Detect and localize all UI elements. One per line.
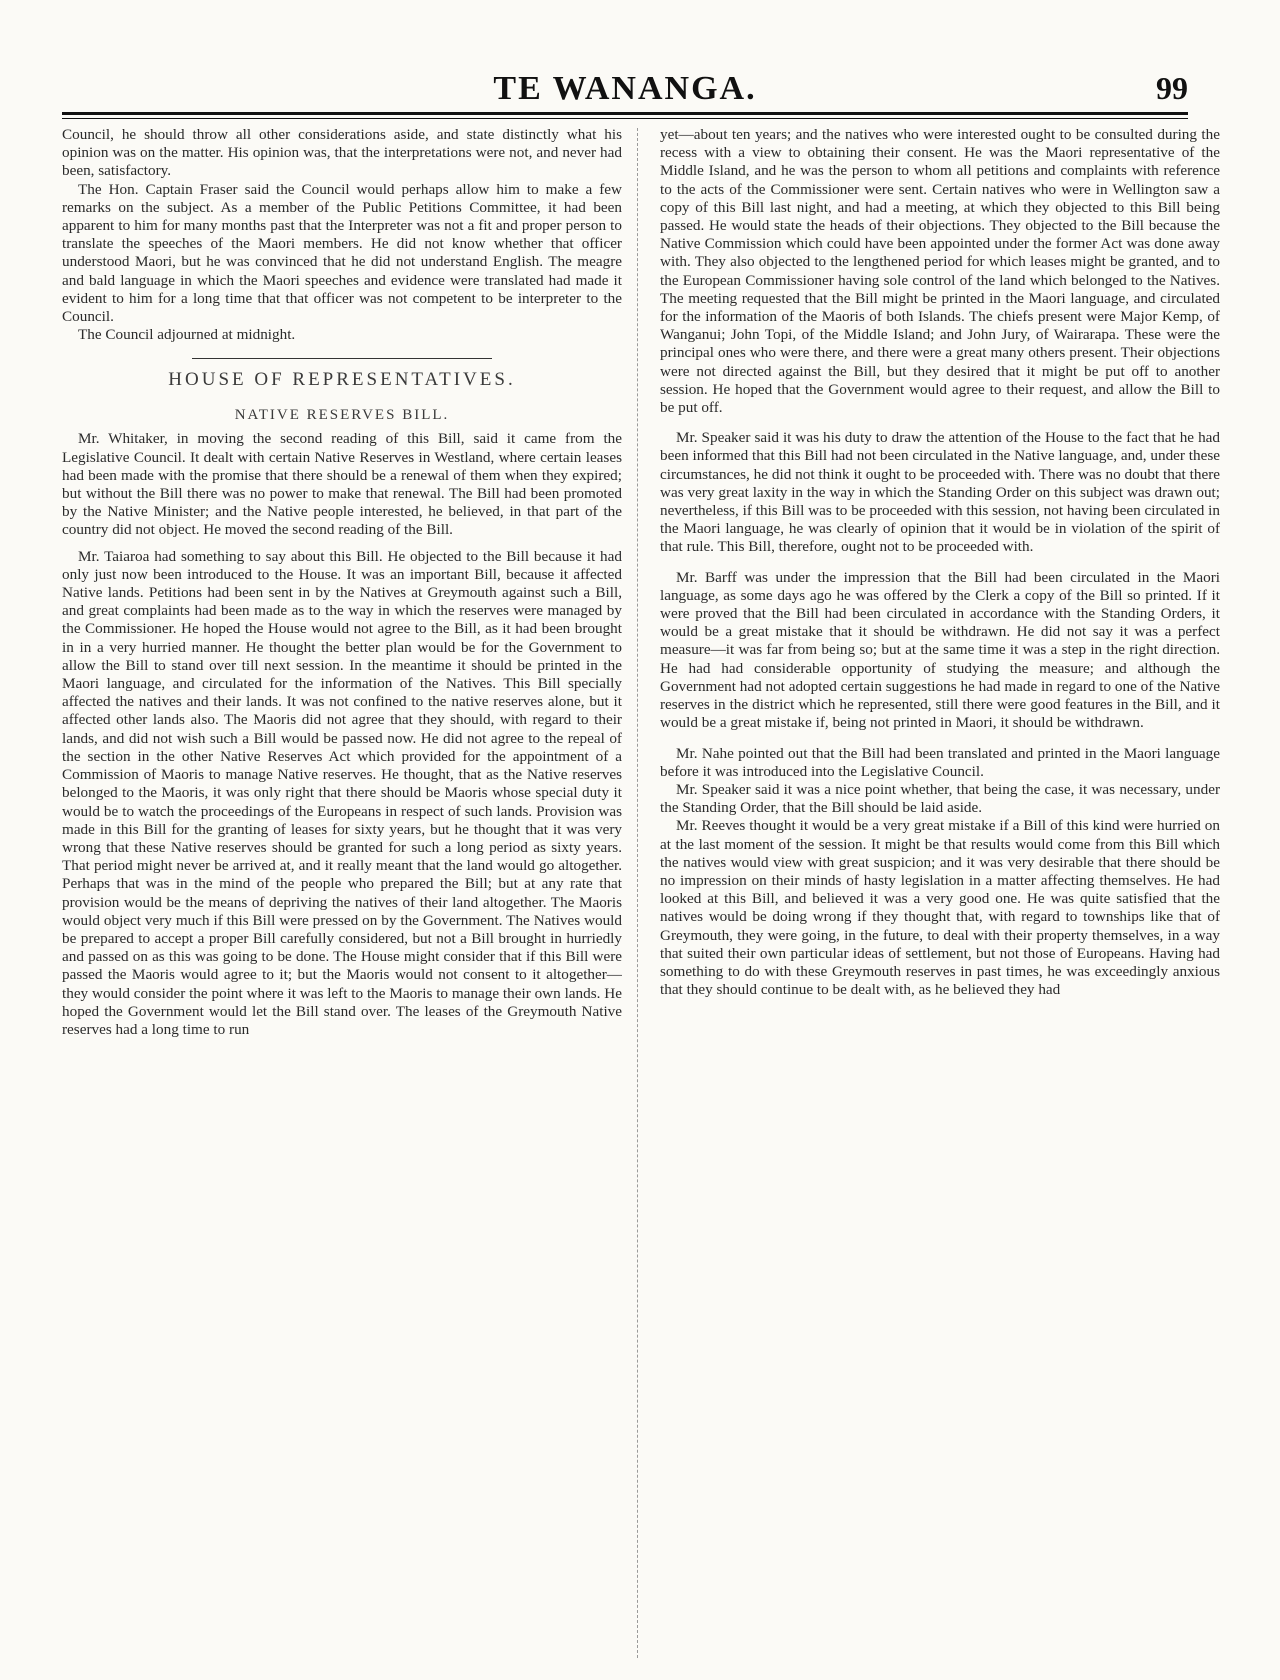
left-paragraph-3: The Council adjourned at midnight. bbox=[78, 326, 296, 344]
section-heading: HOUSE OF REPRESENTATIVES. bbox=[168, 369, 516, 391]
sub-heading: NATIVE RESERVES BILL. bbox=[234, 407, 450, 424]
masthead bbox=[62, 70, 1188, 110]
masthead-rule-thin bbox=[62, 118, 1188, 119]
right-paragraph-5: Mr. Speaker said it was a nice point whether, that being the case, it was necessary, under the Standing Order, that the Bill should be laid aside. bbox=[660, 780, 1220, 817]
right-paragraph-2: Mr. Speaker said it was his duty to draw the attention of the House to the fact that he had been informed that this Bill had not been circulated in the Native language, and, under these circumstances, he did not think it ought to be proceeded with. There was no doubt that there was very great laxity in the way in which the Standing Order on this subject was drawn out; nevertheless, if this Bill was to be proceeded with this session, not having been circulated in the Maori language, he was clearly of opinion that it would be in violation of the spirit of that rule. This Bill, therefore, ought not to be proceeded with. bbox=[660, 429, 1220, 556]
masthead-title: TE WANANGA. bbox=[493, 70, 757, 107]
paragraph-gap bbox=[660, 557, 1220, 569]
right-paragraph-1: yet—about ten years; and the natives who were interested ought to be consulted during the recess with a view to obtaining their consent. He was the Maori representative of the Middle Island, and he was the person to whom all petitions and complaints with reference to the acts of the Commissioner were sent. Certain natives who were in Wellington saw a copy of this Bill last night, and had a meeting, at which they objected to this Bill being passed. He would state the heads of their objections. They objected to the Bill because the Native Commission which could have been appointed under the former Act was done away with. They also objected to the lengthened period for which leases might be granted, and to the European Commissioner having sole control of the land which belonged to the Natives. The meeting requested that the Bill might be printed in the Maori language, and circulated for the information of the Maoris of both Islands. The chiefs present were Major Kemp, of Wanganui; John Topi, of the Middle Island; and John Jury, of Wairarapa. These were the principal ones who were there, and there were a great many others present. Their objections were not directed against the Bill, but they desired that it might be put off to another session. He hoped that the Government would agree to their request, and allow the Bill to be put off. bbox=[660, 126, 1220, 417]
paragraph-gap bbox=[62, 540, 622, 548]
column-divider bbox=[637, 128, 638, 1658]
left-paragraph-2: The Hon. Captain Fraser said the Council would perhaps allow him to make a few remarks on the subject. As a member of the Public Petitions Committee, it had been apparent to him for many months past that the Interpreter was not a fit and proper person to translate the speeches of the Maori members. He did not know whether that officer understood Maori, but he was convinced that he did not understand English. The meagre and bald language in which the Maori speeches and evidence were translated had made it evident to him for a long time that that officer was not competent to be interpreter to the Council. bbox=[62, 180, 622, 326]
right-paragraph-3: Mr. Barff was under the impression that the Bill had been circulated in the Maori language, as some days ago he was offered by the Clerk a copy of the Bill so printed. If it were proved that the Bill had been circulated in accordance with the Standing Orders, it would be a great mistake that it should be withdrawn. He did not say it was a perfect measure—it was far from being so; but at the same time it was a step in the right direction. He had had considerable opportunity of studying the measure; and although the Government had not adopted certain suggestions he had made in regard to one of the Native reserves in the district which he represented, still there were good features in the Bill, and it would be a great mistake if, being not printed in Maori, it should be withdrawn. bbox=[660, 568, 1220, 732]
section-divider bbox=[192, 358, 492, 359]
right-column bbox=[660, 126, 1220, 1666]
right-paragraph-4: Mr. Nahe pointed out that the Bill had been translated and printed in the Maori language before it was introduced into the Legislative Council. bbox=[660, 744, 1220, 780]
left-column bbox=[62, 126, 622, 1666]
left-paragraph-1: Council, he should throw all other considerations aside, and state distinctly what his opinion was on the matter. His opinion was, that the interpretations were not, and never had been, satisfactory. bbox=[62, 126, 622, 180]
left-paragraph-4: Mr. Whitaker, in moving the second reading of this Bill, said it came from the Legislative Council. It dealt with certain Native Reserves in Westland, where certain leases had been made with the promise that there should be a renewal of them when they expired; but without the Bill there was no power to make that renewal. The Bill had been promoted by the Native Minister; and the Native people interested, he believed, in that part of the country did not object. He moved the second reading of the Bill. bbox=[62, 430, 622, 539]
paragraph-gap bbox=[660, 417, 1220, 429]
right-paragraph-6: Mr. Reeves thought it would be a very great mistake if a Bill of this kind were hurried on at the last moment of the session. It might be that results would come from this Bill which the natives would view with great suspicion; and it was very desirable that there should be no impression on their minds of hasty legislation in a matter affecting themselves. He had looked at this Bill, and believed it was a very good one. He was quite satisfied that the natives would be doing wrong if they thought that, with regard to townships like that of Greymouth, they were going, in the future, to deal with their property themselves, in a way that suited their own particular ideas of settlement, but not those of Europeans. Having had something to do with these Greymouth reserves in past times, he was exceedingly anxious that they should continue to be dealt with, as he believed they had bbox=[660, 817, 1220, 999]
masthead-rule-thick bbox=[62, 112, 1188, 115]
left-paragraph-5: Mr. Taiaroa had something to say about this Bill. He objected to the Bill because it had only just now been introduced to the House. It was an important Bill, because it affected Native lands. Petitions had been sent in by the Natives at Greymouth against such a Bill, and great complaints had been made as to the way in which the reserves were managed by the Commissioner. He hoped the House would not agree to the Bill, as it had been brought in in a very hurried manner. He thought the better plan would be for the Government to allow the Bill to stand over till next session. In the meantime it should be printed in the Maori language, and circulated for the information of the Natives. This Bill specially affected the natives and their lands. It was not confined to the native reserves alone, but it affected other lands also. The Maoris did not agree that they should, with regard to their lands, and did not wish such a Bill would be passed now. He did not agree to the repeal of the section in the other Native Reserves Act which provided for the appointment of a Commission of Maoris to manage Native reserves. He thought, that as the Native reserves belonged to the Maoris, it was only right that there should be Maoris whose special duty it would be to watch the proceedings of the Europeans in respect of such lands. Provision was made in this Bill for the granting of leases for sixty years, but he thought that it was very wrong that these Native reserves should be granted for such a long period as sixty years. That period might never be arrived at, and it really meant that the land would go altogether. Perhaps that was in the mind of the people who prepared the Bill; but at any rate that provision would be the means of depriving the natives of their land altogether. The Maoris would object very much if this Bill were pressed on by the Government. The Natives would be prepared to accept a proper Bill carefully considered, but not a Bill brought in hurriedly and passed on as this was going to be done. The House might consider that if this Bill were passed the Maoris would agree to it; but the Maoris would not consent to it altogether—they would consider the point where it was left to the Maoris to manage their own lands. He hoped the Government would let the Bill stand over. The leases of the Greymouth Native reserves had a long time to run bbox=[62, 547, 622, 1038]
paragraph-gap bbox=[660, 733, 1220, 745]
page-number: 99 bbox=[1156, 70, 1188, 106]
